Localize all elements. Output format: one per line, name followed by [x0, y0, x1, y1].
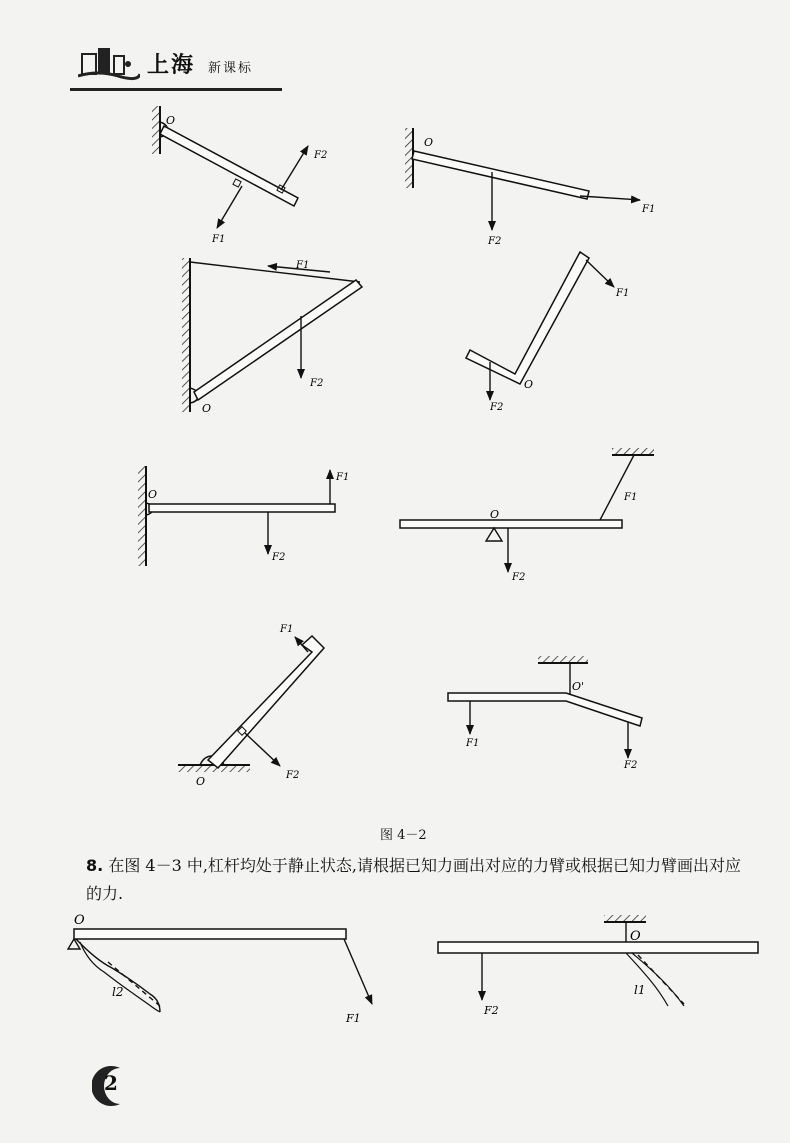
rope: [190, 262, 360, 282]
arm-l2-dashed: [108, 962, 160, 1006]
question-text: 在图 4－3 中,杠杆均处于静止状态,请根据已知力画出对应的力臂或根据已知力臂画出对应的力.: [86, 856, 742, 903]
rod-3: [194, 280, 362, 400]
diagram-5: [138, 466, 349, 566]
label-F2: F2: [490, 402, 504, 413]
ceiling-10: [604, 915, 646, 921]
label-F2: F2: [488, 236, 502, 247]
rod-8: [448, 693, 642, 726]
label-F1: F1: [466, 738, 480, 749]
force-arrow-F1: [580, 196, 640, 200]
label-O: O: [202, 402, 212, 415]
label-F2: F2: [512, 572, 526, 583]
wall-1: [152, 106, 159, 154]
rod-2: [412, 151, 589, 199]
ground-7: [178, 766, 250, 772]
label-F1: F1: [212, 234, 226, 245]
label-l2: l2: [112, 985, 124, 999]
force-arrow-F2: [245, 733, 280, 766]
label-O: O: [74, 913, 85, 928]
question-8: [86, 852, 746, 908]
diagram-8: [448, 656, 642, 771]
arm-l1-outline: [632, 953, 684, 1006]
ceiling-8: [538, 656, 588, 662]
diagram-10: [438, 915, 758, 1017]
label-F2: F2: [286, 770, 300, 781]
label-F2: F2: [310, 378, 324, 389]
label-O-prime: O': [572, 680, 585, 693]
rod-5: [149, 504, 335, 512]
label-F1: F1: [346, 1012, 361, 1025]
label-F1: F1: [642, 204, 656, 215]
ceiling-6: [612, 448, 654, 454]
header-title: 上海: [147, 53, 196, 78]
label-O: O: [630, 929, 641, 944]
label-O: O: [490, 508, 500, 521]
diagram-2: [405, 128, 655, 247]
wall-5: [138, 466, 145, 566]
label-F2: F2: [272, 552, 286, 563]
label-O: O: [196, 775, 206, 788]
rod-4: [466, 252, 589, 384]
label-F1: F1: [280, 624, 294, 635]
wall-3: [182, 258, 189, 412]
arm-l2-outline: [80, 942, 160, 1012]
rod-1: [160, 126, 298, 206]
rod-6: [400, 520, 622, 528]
question-number: 8.: [86, 856, 104, 875]
figure-caption: 图 4－2: [380, 828, 427, 843]
label-F2: F2: [484, 1004, 499, 1017]
rod-7: [208, 636, 324, 768]
rope: [600, 455, 634, 520]
diagram-6: [400, 448, 654, 583]
label-O: O: [166, 114, 176, 127]
diagram-3: [182, 258, 362, 415]
label-F1: F1: [336, 472, 350, 483]
page-number: 2: [104, 1071, 118, 1095]
page-number-badge: [92, 1064, 136, 1108]
force-arrow-F1: [344, 939, 372, 1004]
label-F1: F1: [296, 260, 310, 271]
force-arrow-F1: [217, 186, 242, 228]
label-F1: F1: [616, 288, 630, 299]
arm-l2: [76, 939, 160, 1012]
header-subtitle: 新课标: [208, 61, 254, 76]
fulcrum-6: [486, 528, 502, 541]
label-l1: l1: [634, 983, 646, 997]
rod-10: [438, 942, 758, 953]
label-F2: F2: [314, 150, 328, 161]
label-F2: F2: [624, 760, 638, 771]
diagram-4: [466, 252, 629, 413]
label-O: O: [524, 378, 534, 391]
force-arrow-F1: [586, 260, 614, 287]
label-O: O: [148, 488, 158, 501]
label-F1: F1: [624, 492, 638, 503]
rod-9: [74, 929, 346, 939]
right-angle-mark: [233, 179, 241, 187]
diagram-1: [152, 106, 327, 245]
diagram-9: [68, 913, 372, 1025]
wall-2: [405, 128, 412, 188]
label-O: O: [424, 136, 434, 149]
diagram-7: [178, 624, 324, 788]
force-arrow-F2: [281, 146, 308, 190]
